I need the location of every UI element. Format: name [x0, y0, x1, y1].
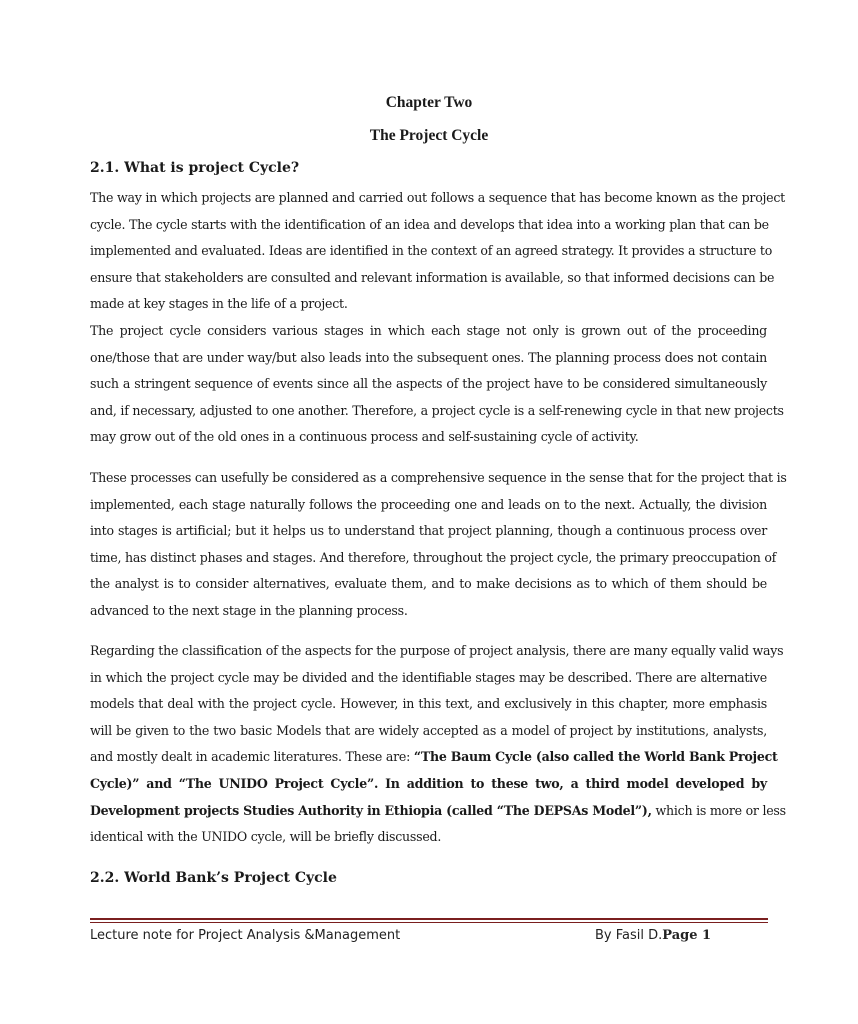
paragraph-line: The project cycle considers various stages in which each stage not only is grown out of the proceeding: [90, 323, 767, 338]
paragraph-line: identical with the UNIDO cycle, will be briefly discussed.: [90, 829, 442, 845]
paragraph-line: The way in which projects are planned and carried out follows a sequence that has become known as the project: [90, 190, 785, 205]
paragraph-line: Cycle)” and “The UNIDO Project Cycle”. In addition to these two, a third model developed by: [90, 775, 767, 791]
paragraph-2: [90, 318, 784, 451]
section-heading-2-1: 2.1. What is project Cycle?: [90, 160, 300, 176]
section-heading-2-2: 2.2. World Bank’s Project Cycle: [90, 870, 337, 886]
paragraph-line: time, has distinct phases and stages. And therefore, throughout the project cycle, the primary preoccupation of: [90, 549, 777, 565]
paragraph-line: ensure that stakeholders are consulted and relevant information is available, so that informed decisions can be: [90, 269, 775, 285]
plain-text: and mostly dealt in academic literatures. These are:: [90, 749, 414, 765]
paragraph-line: implemented, each stage naturally follows the proceeding one and leads on to the next. Actually, the division: [90, 496, 767, 512]
paragraph-line: implemented and evaluated. Ideas are identified in the context of an agreed strategy. It provides a structure to: [90, 243, 773, 259]
chapter-label: Chapter Two: [385, 94, 473, 111]
footer-rule-thin: [90, 922, 768, 923]
paragraph-line: and, if necessary, adjusted to one another. Therefore, a project cycle is a self-renewing cycle in that new projects: [90, 402, 784, 418]
paragraph-3: [90, 465, 787, 625]
paragraph-line: such a stringent sequence of events since all the aspects of the project have to be considered simultaneously: [90, 376, 767, 392]
paragraph-1: [90, 185, 785, 318]
paragraph-line: [90, 744, 778, 771]
paragraph-line: cycle. The cycle starts with the identification of an idea and develops that idea into a working plan that can be: [90, 216, 769, 232]
page-number: Page 1: [662, 928, 712, 943]
footer-author: By Fasil D.: [595, 928, 663, 943]
paragraph-line: Regarding the classification of the aspects for the purpose of project analysis, there are many equally valid ways: [90, 643, 784, 658]
bold-model-names: “The Baum Cycle (also called the World Bank Project: [413, 749, 778, 765]
bold-model-names: Development projects Studies Authority in Ethiopia (called “The DEPSAs Model”),: [90, 802, 652, 818]
paragraph-line: models that deal with the project cycle. However, in this text, and exclusively in this chapter, more emphasis: [90, 696, 767, 712]
paragraph-line: These processes can usefully be considered as a comprehensive sequence in the sense that for the project that is: [90, 470, 787, 485]
paragraph-line: into stages is artificial; but it helps us to understand that project planning, though a continuous process over: [90, 523, 767, 539]
paragraph-4: [90, 638, 786, 851]
paragraph-line: [90, 798, 786, 825]
footer-author-page: [595, 928, 711, 943]
paragraph-line: will be given to the two basic Models that are widely accepted as a model of project by institutions, analysts,: [90, 722, 767, 738]
paragraph-line: advanced to the next stage in the planning process.: [90, 602, 408, 618]
paragraph-line: in which the project cycle may be divided and the identifiable stages may be described. There are alternative: [90, 669, 767, 685]
footer-rule-thick: [90, 918, 768, 920]
footer-course-title: Lecture note for Project Analysis &Management: [90, 928, 401, 943]
paragraph-line: may grow out of the old ones in a continuous process and self-sustaining cycle of activity.: [90, 429, 639, 445]
paragraph-line: the analyst is to consider alternatives, evaluate them, and to make decisions as to which of them should be: [90, 576, 767, 592]
chapter-title: The Project Cycle: [369, 127, 489, 144]
plain-text: which is more or less: [651, 802, 786, 818]
paragraph-line: one/those that are under way/but also leads into the subsequent ones. The planning process does not contain: [90, 349, 767, 365]
paragraph-line: made at key stages in the life of a project.: [90, 296, 348, 312]
